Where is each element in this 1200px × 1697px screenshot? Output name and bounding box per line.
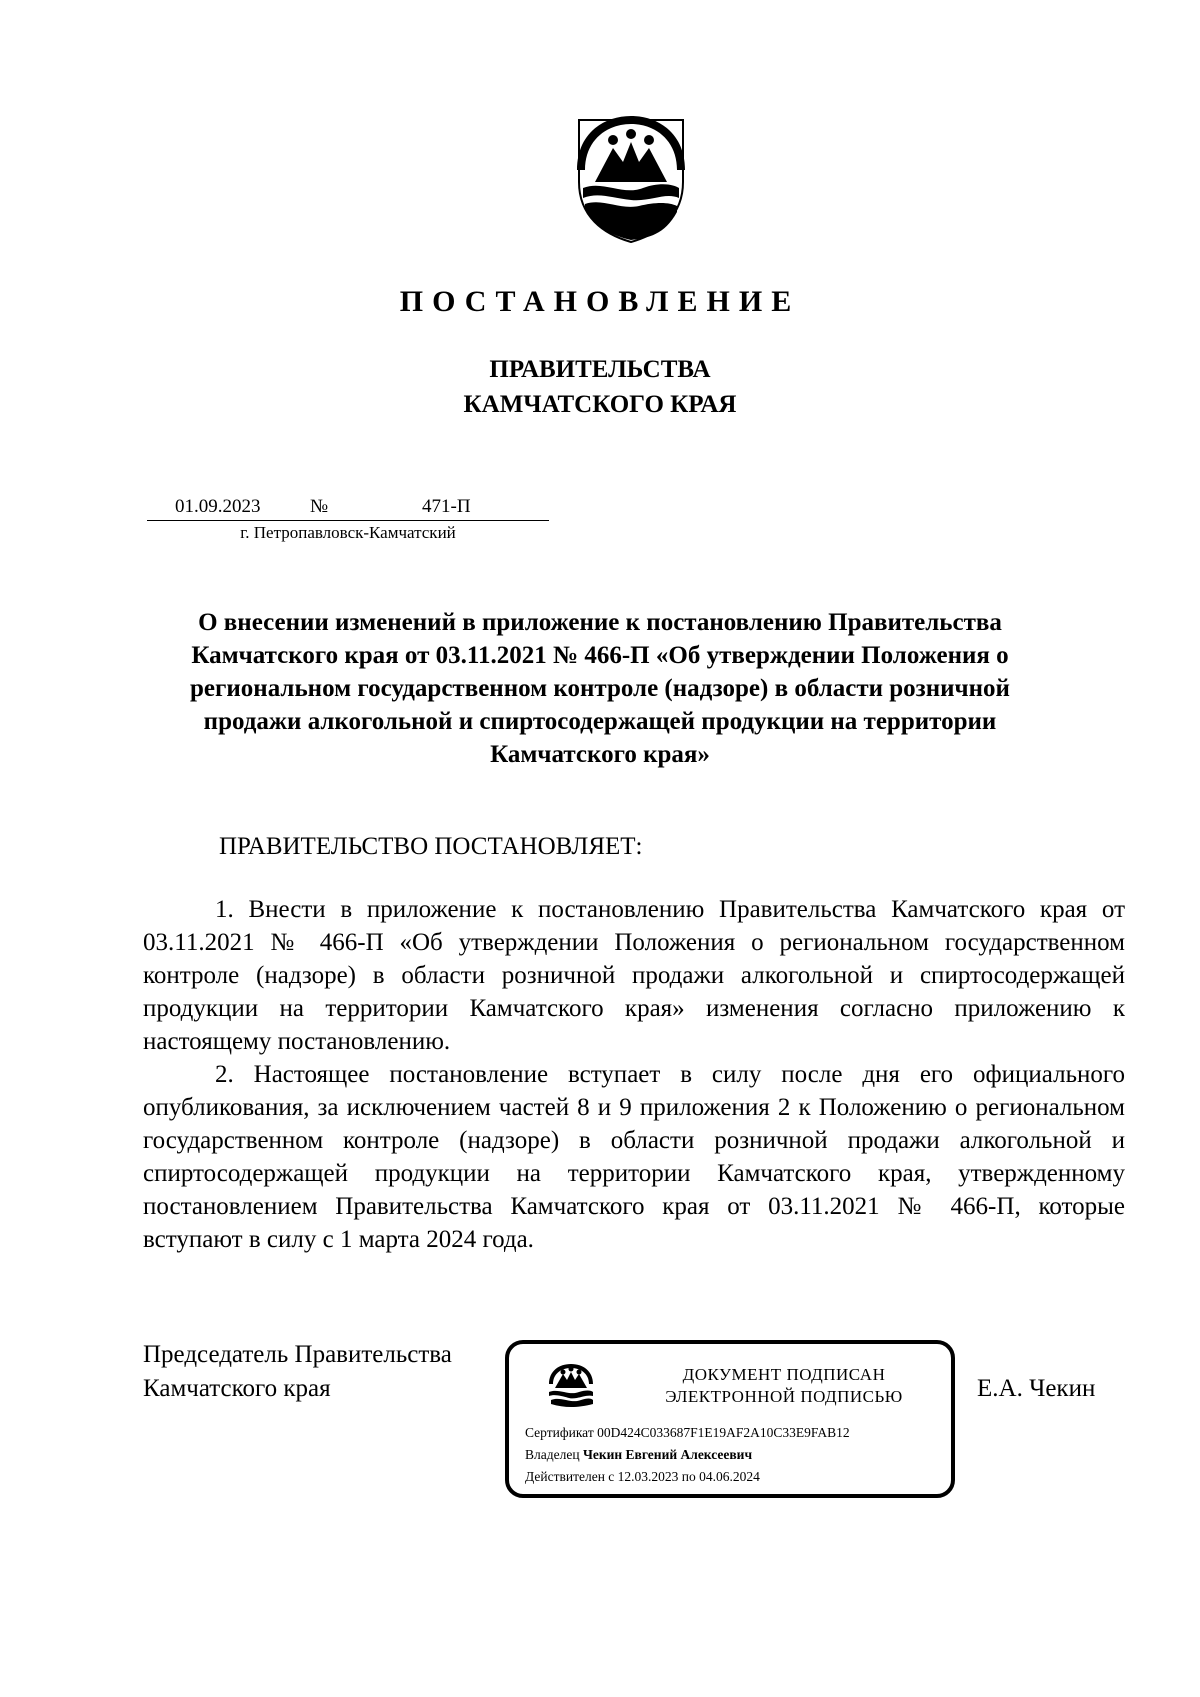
document-subject [130, 606, 1070, 771]
owner-label: Владелец [525, 1447, 580, 1462]
number-sign: № [310, 496, 329, 517]
stamp-validity [525, 1468, 760, 1486]
paragraph-1: 1. Внести в приложение к постановлению Правительства Камчатского края от 03.11.2021 № 466-П «Об утверждении Положения о региональном государственном контроле (надзоре) в области розничной продажи алкогольной и спиртосодержащей продукции на территории Камчатского края» изменения согласно приложению к настоящему постановлению. [143, 896, 1125, 1055]
document-body [143, 893, 1125, 1256]
subject-line: Камчатского края» [490, 741, 710, 768]
org-line-1: ПРАВИТЕЛЬСТВА [489, 356, 711, 383]
decree-heading: ПРАВИТЕЛЬСТВО ПОСТАНОВЛЯЕТ: [219, 833, 643, 860]
stamp-header [619, 1364, 949, 1408]
signatory-position [143, 1338, 452, 1406]
subject-line: продажи алкогольной и спиртосодержащей продукции на территории [203, 708, 997, 735]
document-date: 01.09.2023 [175, 496, 261, 517]
electronic-signature-stamp [505, 1340, 955, 1498]
coat-of-arms-icon [573, 112, 689, 244]
stamp-header-line-1: ДОКУМЕНТ ПОДПИСАН [682, 1365, 886, 1384]
valid-from-label: Действителен с [525, 1469, 615, 1484]
issuing-organization [0, 352, 1200, 422]
signatory-name: Е.А. Чекин [977, 1375, 1096, 1402]
stamp-emblem-icon [547, 1362, 595, 1408]
registration-line [147, 494, 549, 521]
document-title: ПОСТАНОВЛЕНИЕ [399, 285, 801, 318]
document-number: 471-П [422, 496, 471, 517]
valid-to-label: по [681, 1469, 696, 1484]
owner-value: Чекин Евгений Алексеевич [582, 1447, 753, 1462]
subject-line: региональном государственном контроле (надзоре) в области розничной [190, 675, 1010, 702]
certificate-label: Сертификат [525, 1425, 594, 1440]
certificate-value: 00D424C033687F1E19AF2A10C33E9FAB12 [597, 1425, 850, 1440]
stamp-owner [525, 1446, 752, 1464]
valid-from-date: 12.03.2023 [617, 1469, 679, 1484]
subject-line: Камчатского края от 03.11.2021 № 466-П «Об утверждении Положения о [191, 642, 1009, 669]
subject-line: О внесении изменений в приложение к постановлению Правительства [198, 609, 1002, 636]
stamp-header-line-2: ЭЛЕКТРОННОЙ ПОДПИСЬЮ [665, 1387, 903, 1406]
stamp-certificate [525, 1424, 850, 1442]
paragraph-2: 2. Настоящее постановление вступает в силу после дня его официального опубликования, за исключением частей 8 и 9 приложения 2 к Положению о региональном государственном контроле (надзоре) в области розничной продажи алкогольной и спиртосодержащей продукции на территории Камчатского края, утвержденному постановлением Правительства Камчатского края от 03.11.2021 № 466-П, которые вступают в силу с 1 марта 2024 года. [143, 1061, 1125, 1253]
position-line-1: Председатель Правительства [143, 1341, 452, 1368]
org-line-2: КАМЧАТСКОГО КРАЯ [463, 391, 737, 418]
position-line-2: Камчатского края [143, 1375, 331, 1402]
issue-city: г. Петропавловск-Камчатский [240, 523, 456, 542]
valid-to-date: 04.06.2024 [699, 1469, 760, 1484]
